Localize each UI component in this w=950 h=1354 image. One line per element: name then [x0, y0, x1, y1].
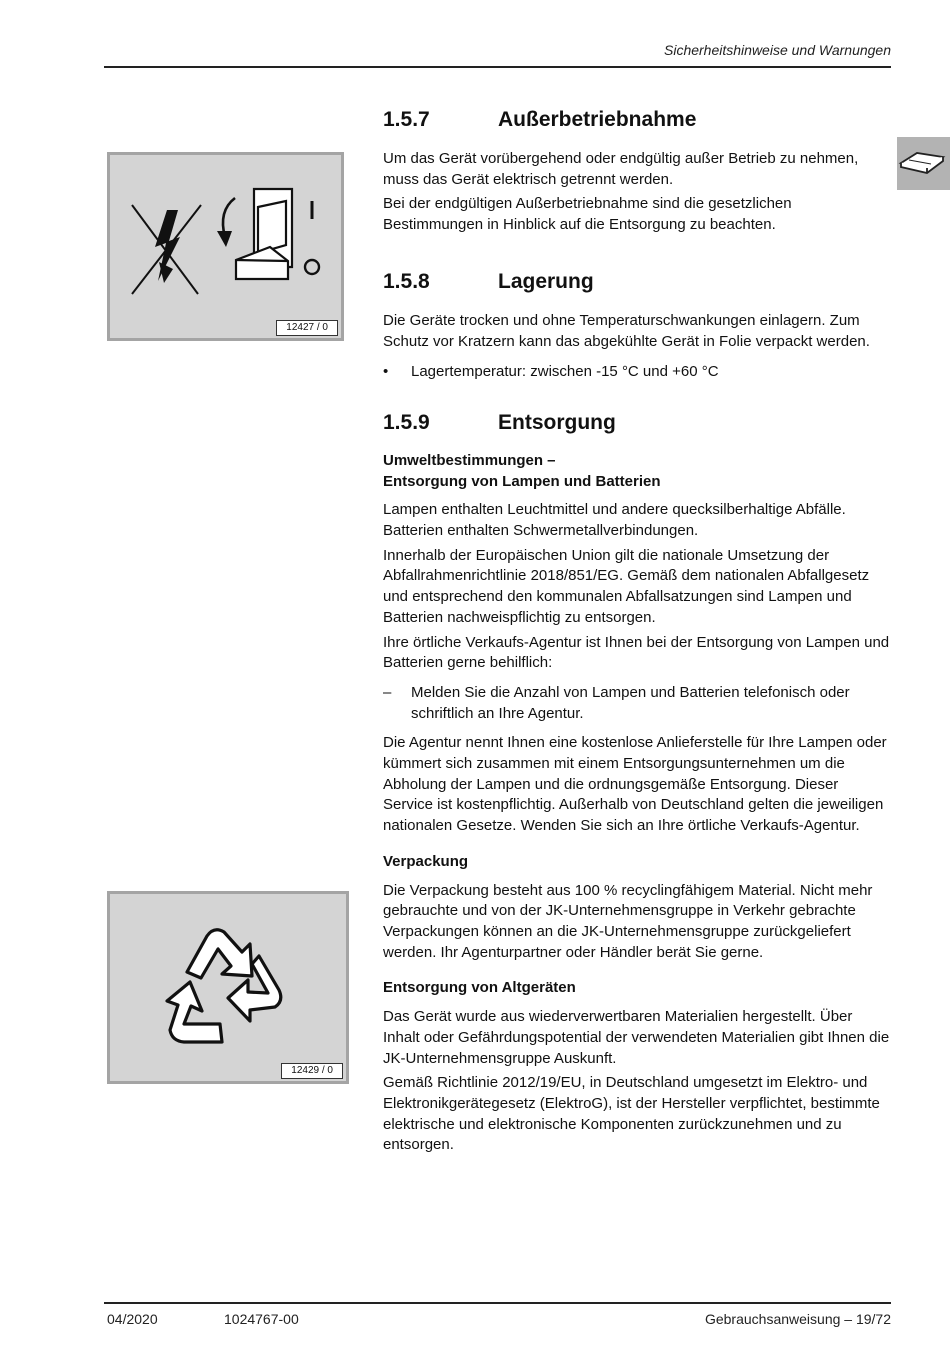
bullet-mark: • [383, 363, 389, 381]
figure-recycling [107, 891, 349, 1084]
section-heading-1-5-8 [383, 268, 891, 296]
section-number: 1.5.8 [383, 269, 430, 293]
footer-date: 04/2020 [107, 1311, 158, 1327]
section-number: 1.5.9 [383, 410, 430, 434]
subheading-packaging: Verpackung [383, 852, 469, 870]
manual-tab [897, 137, 950, 190]
paragraph: Um das Gerät vorübergehend oder endgültig außer Betrieb zu nehmen, muss das Gerät elektrisch getrennt werden. [383, 150, 859, 188]
book-icon [897, 137, 950, 190]
recycling-icon [110, 894, 346, 1081]
subheading-old-devices: Entsorgung von Altgeräten [383, 979, 576, 997]
figure-id: 12427 / 0 [276, 320, 338, 336]
subheading-environment [383, 451, 891, 492]
list-item-text: Lagertemperatur: zwischen -15 °C und +60 °C [411, 363, 719, 381]
section-title: Lagerung [498, 269, 594, 293]
subheading-line: Entsorgung von Lampen und Batterien [383, 472, 661, 490]
footer-doc-number: 1024767-00 [224, 1311, 299, 1327]
footer-page-number: Gebrauchsanweisung – 19/72 [704, 1311, 891, 1327]
paragraph: Bei der endgültigen Außerbetriebnahme sind die gesetzlichen Bestimmungen in Hinblick auf die Entsorgung zu beachten. [383, 195, 792, 234]
figure-id: 12429 / 0 [281, 1063, 343, 1079]
dash-mark: – [383, 683, 392, 701]
header-rule [104, 66, 891, 68]
paragraph: Die Verpackung besteht aus 100 % recyclingfähigem Material. Nicht mehr gebrauchte und von der JK-Unternehmensgruppe in Verkehr gebrachte Verpackungen können an die JK-Unternehmensgruppe zurückgeliefert werden. Ihr Agenturpartner oder Händler berät Sie gerne. [383, 881, 873, 961]
footer-rule [104, 1302, 891, 1304]
section-heading-1-5-9 [383, 409, 891, 437]
content-column [383, 106, 891, 1160]
paragraph: Die Agentur nennt Ihnen eine kostenlose Anlieferstelle für Ihre Lampen oder kümmert sich zusammen mit einem Entsorgungsunternehmen um die Abholung der Lampen und die ordnungsgemäße Entsorgung. Dieser Service ist kostenpflichtig. Außerhalb von Deutschland gelten die jeweiligen nationalen Gesetze. Wenden Sie sich an Ihre örtliche Verkaufs-Agentur. [383, 734, 887, 835]
section-title: Entsorgung [498, 410, 616, 434]
paragraph: Lampen enthalten Leuchtmittel und andere quecksilberhaltige Abfälle. Batterien enthalten Schwermetallverbindungen. [383, 501, 846, 540]
list-item [383, 362, 891, 383]
paragraph: Gemäß Richtlinie 2012/19/EU, in Deutschland umgesetzt im Elektro- und Elektronikgerätegesetz (ElektroG), ist der Hersteller verpflichtet, bestimmte elektrische und elektronische Komponenten zurückzunehmen und zu entsorgen. [383, 1074, 880, 1154]
section-number: 1.5.7 [383, 108, 430, 131]
paragraph: Ihre örtliche Verkaufs-Agentur ist Ihnen bei der Entsorgung von Lampen und Batterien gerne behilflich: [383, 633, 890, 672]
paragraph: Das Gerät wurde aus wiederverwertbaren Materialien hergestellt. Über Inhalt oder Gefährdungspotential der verwendeten Materialien gibt Ihnen die JK-Unternehmensgruppe Auskunft. [383, 1008, 890, 1067]
section-heading-1-5-7 [383, 106, 891, 134]
page-header-title: Sicherheitshinweise und Warnungen [664, 42, 891, 58]
subheading-line: Umweltbestimmungen – [383, 451, 556, 469]
section-title: Außerbetriebnahme [498, 108, 697, 131]
list-item-text: Melden Sie die Anzahl von Lampen und Batterien telefonisch oder schriftlich an Ihre Agentur. [411, 683, 850, 722]
paragraph: Die Geräte trocken und ohne Temperaturschwankungen einlagern. Zum Schutz vor Kratzern kann das abgekühlte Gerät in Folie verpackt werden. [383, 311, 870, 350]
list-item [383, 683, 891, 724]
power-disconnect-icon [110, 155, 341, 338]
paragraph: Innerhalb der Europäischen Union gilt die nationale Umsetzung der Abfallrahmenrichtlinie 2018/851/EG. Gemäß dem nationalen Abfallgesetz und entsprechend den kommunalen Abfallsatzungen sind Lampen und Batterien nachweispflichtig zu entsorgen. [383, 546, 870, 626]
figure-shutdown [107, 152, 344, 341]
